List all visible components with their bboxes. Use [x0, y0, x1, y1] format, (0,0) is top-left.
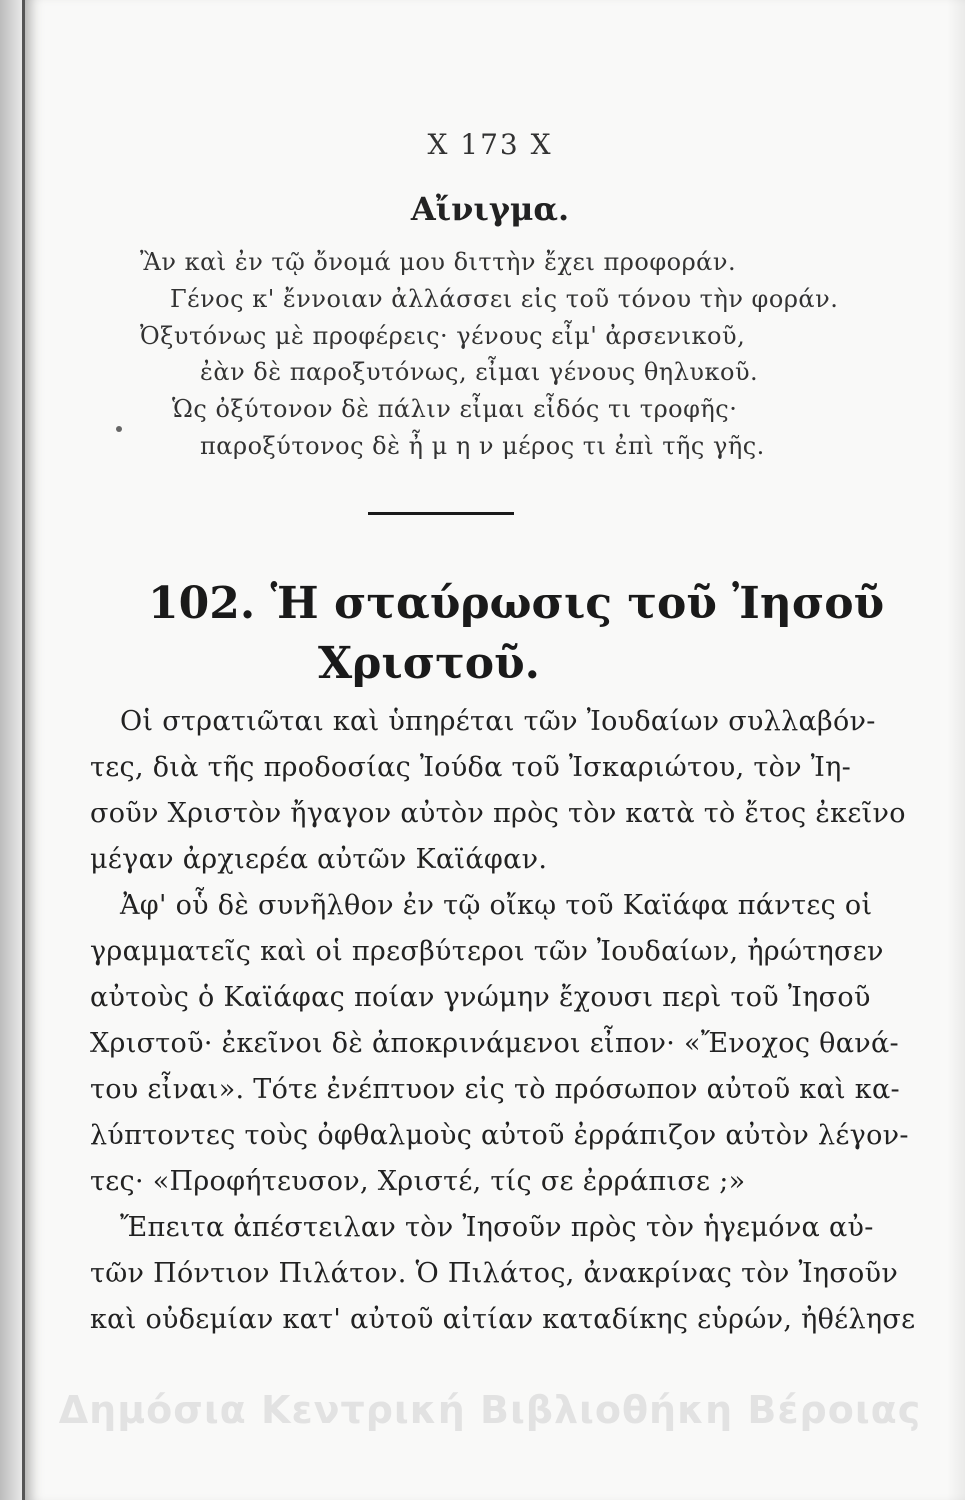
text-line: μέγαν ἀρχιερέα αὐτῶν Καϊάφαν.	[90, 844, 548, 875]
text-line: καὶ οὐδεμίαν κατ' αὐτοῦ αἰτίαν καταδίκης εὑρών, ἠθέλησε	[90, 1304, 916, 1335]
text-line: σοῦν Χριστὸν ἤγαγον αὐτὸν πρὸς τὸν κατὰ τὸ ἔτος ἐκεῖνο	[90, 798, 906, 829]
riddle-verse: Ὀξυτόνως μὲ προφέρεις· γένους εἶμ' ἀρσενικοῦ,	[140, 322, 746, 350]
text-line: γραμματεῖς καὶ οἱ πρεσβύτεροι τῶν Ἰουδαίων, ἠρώτησεν	[90, 936, 884, 967]
library-watermark: Δημόσια Κεντρική Βιβλιοθήκη Βέροιας	[58, 1388, 922, 1432]
text-line: Ἔπειτα ἀπέστειλαν τὸν Ἰησοῦν πρὸς τὸν ἡγεμόνα αὐ-	[120, 1212, 874, 1243]
section-heading-line2: Χριστοῦ.	[318, 638, 540, 689]
text-line: τῶν Πόντιον Πιλάτον. Ὁ Πιλάτος, ἀνακρίνας τὸν Ἰησοῦν	[90, 1258, 899, 1289]
text-line: τες· «Προφήτευσον, Χριστέ, τίς σε ἐρράπισε ;»	[90, 1166, 746, 1197]
riddle-title: Αἴνιγμα.	[410, 190, 570, 228]
text-line: λύπτοντες τοὺς ὀφθαλμοὺς αὐτοῦ ἐρράπιζον αὐτὸν λέγον-	[90, 1120, 909, 1151]
text-line: Χριστοῦ· ἐκεῖνοι δὲ ἀποκρινάμενοι εἶπον· «Ἔνοχος θανά-	[90, 1028, 899, 1059]
text-line: του εἶναι». Τότε ἐνέπτυον εἰς τὸ πρόσωπον αὐτοῦ καὶ κα-	[90, 1074, 900, 1105]
page-number: Χ 173 Χ	[427, 128, 553, 161]
text-line: Οἱ στρατιῶται καὶ ὑπηρέται τῶν Ἰουδαίων συλλαβόν-	[120, 706, 876, 737]
riddle-verse: παροξύτονος δὲ ἦ μ η ν μέρος τι ἐπὶ τῆς γῆς.	[200, 432, 765, 460]
section-heading-line1: 102. Ἡ σταύρωσις τοῦ Ἰησοῦ	[148, 578, 885, 629]
riddle-verse: Ἂν καὶ ἐν τῷ ὄνομά μου διττὴν ἔχει προφοράν.	[140, 248, 737, 276]
ink-speck	[116, 426, 122, 432]
section-divider	[368, 512, 514, 515]
text-line: τες, διὰ τῆς προδοσίας Ἰούδα τοῦ Ἰσκαριώτου, τὸν Ἰη-	[90, 752, 852, 783]
riddle-verse: Γένος κ' ἔννοιαν ἀλλάσσει εἰς τοῦ τόνου τὴν φοράν.	[170, 285, 839, 313]
riddle-verse: Ὡς ὀξύτονον δὲ πάλιν εἶμαι εἶδός τι τροφῆς·	[172, 395, 738, 423]
text-line: Ἀφ' οὗ δὲ συνῆλθον ἐν τῷ οἴκῳ τοῦ Καϊάφα πάντες οἱ	[120, 890, 873, 921]
text-line: αὐτοὺς ὁ Καϊάφας ποίαν γνώμην ἔχουσι περὶ τοῦ Ἰησοῦ	[90, 982, 871, 1013]
riddle-verse: ἐὰν δὲ παροξυτόνως, εἶμαι γένους θηλυκοῦ.	[200, 358, 759, 386]
